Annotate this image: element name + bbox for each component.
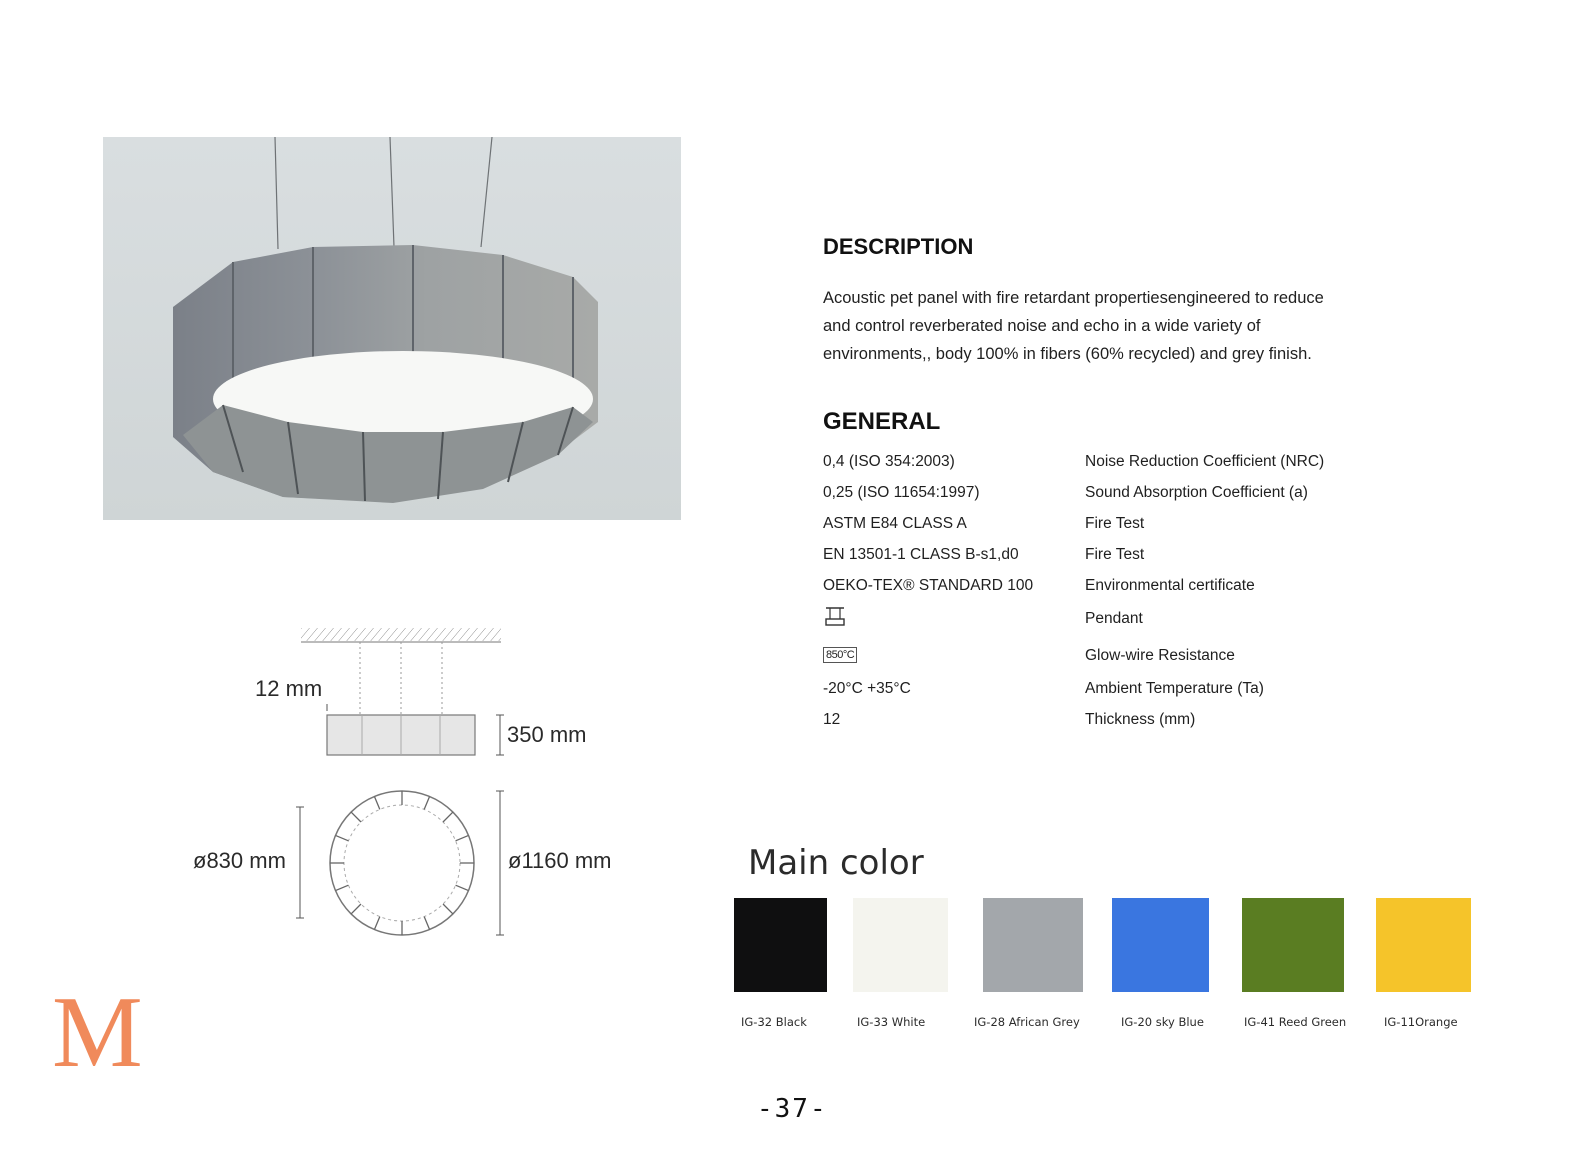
spec-label: Fire Test: [1085, 546, 1145, 563]
spec-value: ASTM E84 CLASS A: [823, 515, 967, 532]
spec-row-fire-test-astm: [823, 515, 1383, 539]
spec-value: EN 13501-1 CLASS B-s1,d0: [823, 546, 1019, 563]
description-line: environments,, body 100% in fibers (60% recycled) and grey finish.: [823, 345, 1312, 363]
ring-panel-tick: [351, 904, 361, 914]
main-color-title: Main color: [748, 843, 924, 883]
ring-panel-tick: [335, 835, 348, 840]
outer-diameter-dimension: ø1160 mm: [508, 848, 612, 873]
ring-panel-tick: [443, 812, 453, 822]
swatch-label: IG-41 Reed Green: [1244, 1015, 1347, 1029]
spec-label: Ambient Temperature (Ta): [1085, 680, 1264, 697]
ring-panel-tick: [351, 812, 361, 822]
swatch-african-grey: [983, 898, 1083, 992]
spec-label: Fire Test: [1085, 515, 1145, 532]
ring-panel-tick: [424, 917, 429, 930]
swatch-label: IG-20 sky Blue: [1121, 1015, 1204, 1029]
description-line: and control reverberated noise and echo in a wide variety of: [823, 317, 1261, 335]
page-number: -37-: [757, 1094, 828, 1124]
glow-wire-icon: [823, 645, 857, 663]
description-line: Acoustic pet panel with fire retardant propertiesengineered to reduce: [823, 289, 1324, 307]
brand-logo: M: [52, 976, 143, 1089]
swatch-black: [734, 898, 827, 992]
product-image: [103, 137, 681, 520]
spec-row-nrc: [823, 453, 1383, 477]
ring-panel-tick: [456, 885, 469, 890]
swatch-label: IG-33 White: [857, 1015, 926, 1029]
spec-value: 12: [823, 711, 841, 728]
inner-diameter-dimension: ø830 mm: [193, 848, 286, 873]
ring-panel-tick: [424, 796, 429, 809]
spec-value: -20°C +35°C: [823, 680, 911, 697]
thickness-dimension: 12 mm: [255, 676, 323, 701]
swatch-sky-blue: [1112, 898, 1209, 992]
ring-panel-tick: [374, 796, 379, 809]
swatch-reed-green: [1242, 898, 1344, 992]
spec-row-pendant: [823, 610, 1383, 634]
spec-label: Sound Absorption Coefficient (a): [1085, 484, 1308, 501]
ring-panel-tick: [374, 917, 379, 930]
swatch-label: IG-28 African Grey: [974, 1015, 1080, 1029]
spec-row-glow-wire: [823, 647, 1383, 671]
spec-label: Glow-wire Resistance: [1085, 647, 1235, 664]
ring-panel-tick: [335, 885, 348, 890]
ring-panel-tick: [443, 904, 453, 914]
swatch-orange: [1376, 898, 1471, 992]
technical-drawing: [180, 620, 640, 950]
spec-label: Pendant: [1085, 610, 1143, 627]
spec-row-thickness: [823, 711, 1383, 735]
description-text: [823, 284, 1403, 368]
pendant-icon: [823, 606, 849, 635]
spec-label: Noise Reduction Coefficient (NRC): [1085, 453, 1325, 470]
spec-label: Thickness (mm): [1085, 711, 1196, 728]
spec-value: OEKO-TEX® STANDARD 100: [823, 577, 1034, 594]
spec-row-fire-test-en: [823, 546, 1383, 570]
general-heading: GENERAL: [823, 408, 941, 435]
swatch-label: IG-11Orange: [1384, 1015, 1458, 1029]
pendant-ring-render: [103, 137, 681, 520]
spec-value: 0,25 (ISO 11654:1997): [823, 484, 980, 501]
spec-value: 0,4 (ISO 354:2003): [823, 453, 955, 470]
glow-wire-value: 850°C: [823, 647, 857, 663]
ring-panel-tick: [456, 835, 469, 840]
height-dimension: 350 mm: [507, 722, 587, 747]
swatch-white: [853, 898, 948, 992]
spec-label: Environmental certificate: [1085, 577, 1255, 594]
spec-row-environmental: [823, 577, 1383, 601]
description-heading: DESCRIPTION: [823, 234, 974, 259]
spec-row-ambient-temperature: [823, 680, 1383, 704]
dimension-drawing: [180, 620, 640, 950]
swatch-label: IG-32 Black: [741, 1015, 807, 1029]
spec-row-sound-absorption: [823, 484, 1383, 508]
